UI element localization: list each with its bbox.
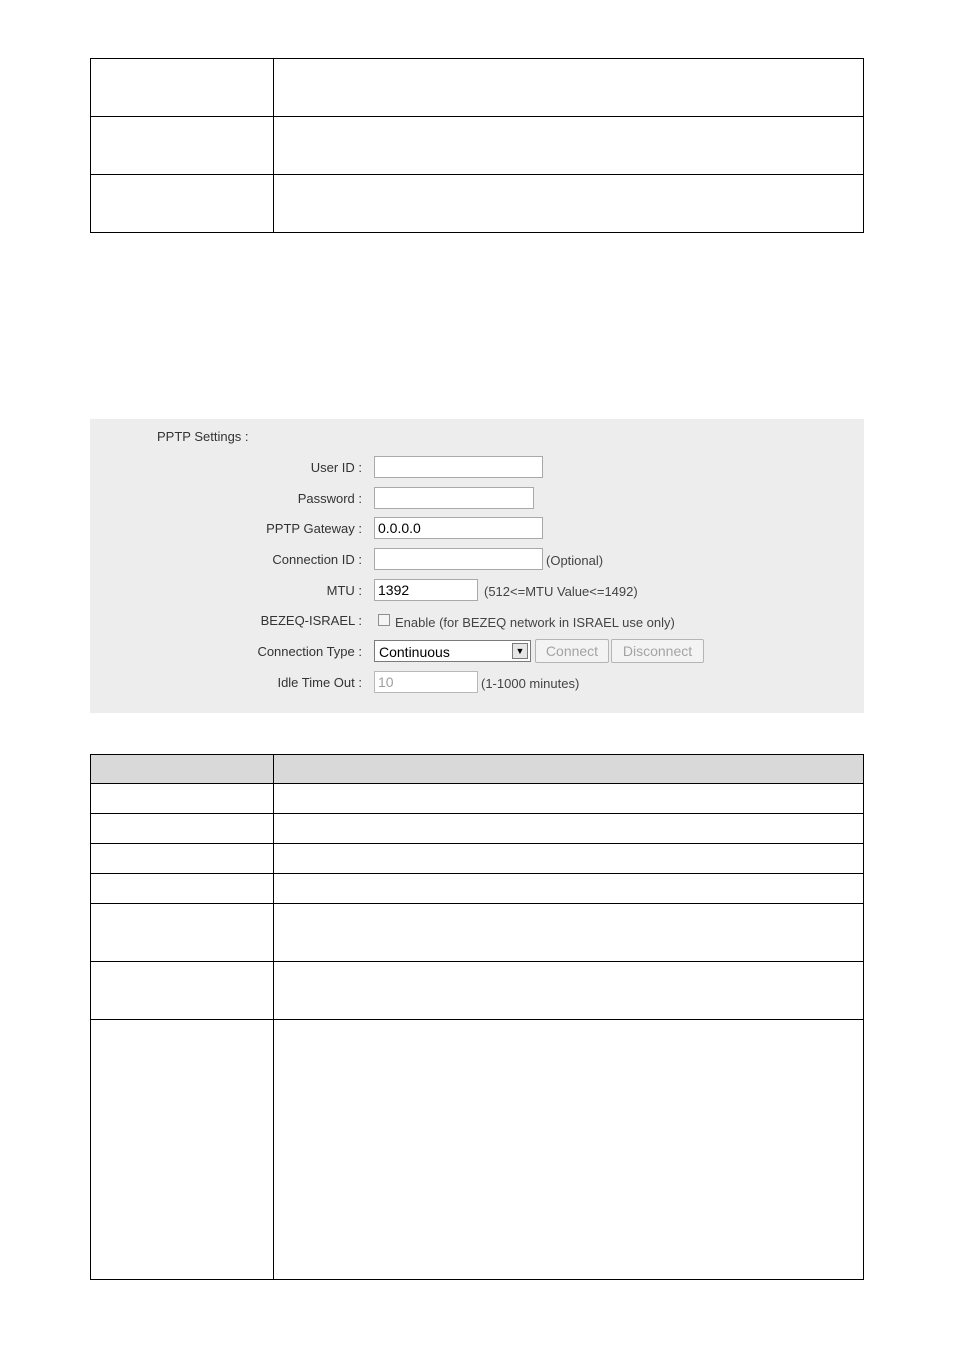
mtu-input[interactable]: [374, 579, 478, 601]
pptp-settings-title: PPTP Settings :: [157, 429, 249, 444]
connection-type-label: Connection Type :: [257, 644, 362, 659]
table-row: [91, 117, 864, 175]
idle-time-out-label: Idle Time Out :: [277, 675, 362, 690]
table-header-row: [91, 755, 864, 784]
bottom-table: [90, 754, 864, 1280]
bezeq-enable-label: Enable (for BEZEQ network in ISRAEL use only): [395, 615, 675, 630]
connection-id-hint: (Optional): [546, 553, 604, 568]
user-id-input[interactable]: [374, 456, 543, 478]
table-row: [91, 874, 864, 904]
pptp-settings-panel: [90, 419, 864, 713]
connect-button[interactable]: Connect: [535, 639, 609, 663]
top-table: [90, 58, 864, 233]
table-row: [91, 175, 864, 233]
disconnect-button[interactable]: Disconnect: [611, 639, 704, 663]
password-label: Password :: [297, 491, 362, 506]
connection-id-label: Connection ID :: [272, 552, 362, 567]
pptp-gateway-input[interactable]: [374, 517, 543, 539]
table-row: [91, 814, 864, 844]
table-row: [91, 844, 864, 874]
table-row: [91, 904, 864, 962]
connection-type-value: Continuous: [379, 644, 450, 660]
mtu-label: MTU :: [326, 583, 362, 598]
table-row: [91, 962, 864, 1020]
user-id-label: User ID :: [310, 460, 362, 475]
mtu-hint: (512<=MTU Value<=1492): [484, 584, 638, 599]
table-row: [91, 59, 864, 117]
bezeq-enable-checkbox[interactable]: [378, 614, 390, 626]
bezeq-israel-label: BEZEQ-ISRAEL :: [260, 613, 362, 628]
pptp-gateway-label: PPTP Gateway :: [266, 521, 362, 536]
idle-time-out-input[interactable]: [374, 671, 478, 693]
connection-type-select[interactable]: [374, 640, 531, 662]
chevron-down-icon[interactable]: ▼: [512, 643, 528, 659]
table-row: [91, 1020, 864, 1280]
password-input[interactable]: [374, 487, 534, 509]
table-row: [91, 784, 864, 814]
connection-id-input[interactable]: [374, 548, 543, 570]
idle-time-out-hint: (1-1000 minutes): [481, 676, 580, 691]
